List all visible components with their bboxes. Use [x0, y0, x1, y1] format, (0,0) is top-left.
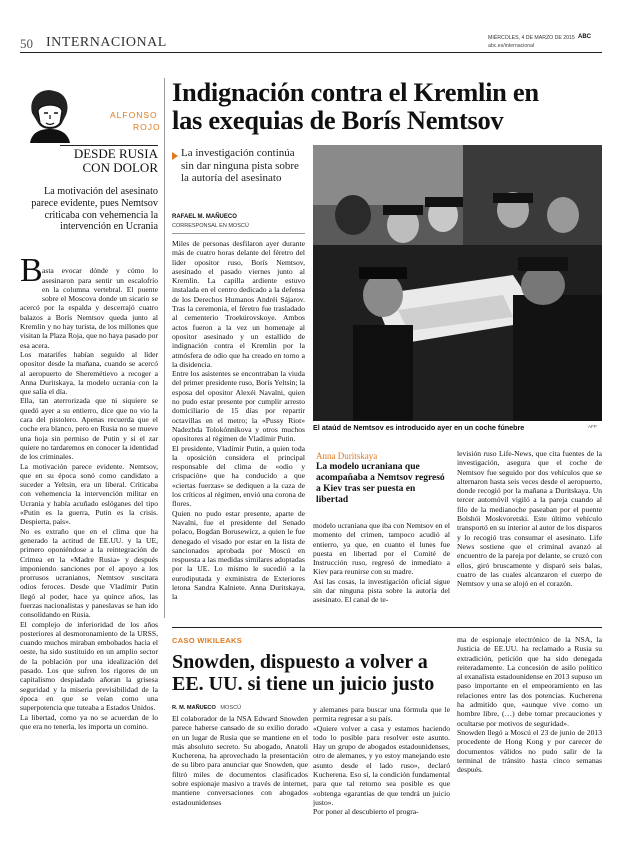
story2-rule	[172, 627, 602, 628]
column-body	[20, 257, 158, 846]
section-title[interactable]: INTERNACIONAL	[46, 35, 167, 50]
photo-caption: El ataúd de Nemtsov es introducido ayer en un coche fúnebre	[313, 423, 525, 432]
bullet-arrow-icon	[172, 152, 178, 160]
main-story-col2: modelo ucraniana que iba con Nemtsov en el momento del crimen, tampoco acudió al entierro, ya que, en cuanto el lunes fue puesta en libertad por el Comité de Instrucción ruso, regresó de inmediato a Kiev para reunirse con su madre. Así las cosas, la investigación oficial sigue sin dar ninguna pista sobre la autoría del asesinato. El canal de te-	[313, 521, 450, 605]
funeral-photo	[313, 145, 602, 421]
inset-name: Anna Duritskaya	[316, 451, 378, 461]
story2-headline-line1: Snowden, dispuesto a volver a	[172, 651, 428, 673]
header-rule	[20, 52, 602, 53]
column-title-line1: DESDE RUSIA	[73, 146, 158, 161]
main-headline-line2: las exequias de Borís Nemtsov	[172, 105, 504, 135]
main-byline-role: CORRESPONSAL EN MOSCÚ	[172, 223, 249, 229]
story2-col3: ma de espionaje electrónico de la NSA, la Justicia de EE.UU. ha reclamado a Rusia su extradición, petición que ha sido denegada reiteradamente. La concesión de asilo político al exanalista estadounidense en 2013 supuso un paso importante en el empeoramiento en las relaciones entre las dos potencias. Kucherena ha admitido que, «aunque vive como un hombre libre, (…) debe tomar precauciones y ocultarse por motivos de seguridad». Snowden llegó a Moscú el 23 de junio de 2013 procedente de Hong Kong y por carecer de documentos válidos no pudo salir de la terminal de tránsito hasta cinco semanas después.	[457, 635, 602, 775]
story2-byline	[172, 705, 241, 711]
main-subhead: La investigación continúa sin dar ninguna pista sobre la autoría del asesinato	[181, 147, 299, 185]
story2-byline-place: MOSCÚ	[220, 705, 242, 711]
main-story-col1: Miles de personas desfilaron ayer durante más de cuatro horas delante del féretro del líder opositor ruso, Borís Nemtsov, asesinado el pasado viernes junto al Kremlin. La capilla ardiente estuvo instalada en el centro dedicado a la defensa de los Derechos Humanos Andréi Sájarov. Tras la ceremonia, el féretro fue trasladado al cementerio Troekúrovskoye. Ambos actos fueron a la vez un homenaje al opositor asesinado y un estallido de indignación contra el Kremlin por la atmósfera de odio que ha creado en torno a la disidencia. Entre los asistentes se encontraban la viuda del primer presidente ruso, Borís Yeltsin; la esposa del opositor Alexéi Navalni, quien no pudo estar presente por cumplir arresto domiciliario de 15 días por repartir octavillas en el metro; la «Pussy Riot» Nadezhda Tolokónnikova y otros muchos opositores al régimen de Vladímir Putin. El presidente, Vladímir Putin, a quien toda la oposición considera el principal responsable del clima de «odio y crispación» que ha conducido a que «ciertas fuerzas» se dediquen a la caza de los críticos al régimen, envió una corona de flores. Quien no pudo estar presente, aparte de Navalni, fue el presidente del Senado polaco, Bogdan Borusewicz, a quien le fue denegado el visado por estar en la lista de sancionados aprobada por Moscú en respuesta a las medidas similares adoptadas por la UE. Lo mismo le sucedió a la eurodiputada y exministra de Exteriores letona Sandra Kalniete. Anna Duritskaya, la	[172, 239, 305, 602]
column-title-line2: CON DOLOR	[82, 160, 158, 175]
column-separator	[164, 78, 165, 618]
brand-label: ABC	[578, 34, 591, 40]
author-last-name: ROJO	[133, 122, 161, 132]
story2-byline-name: R. M. MAÑUECO	[172, 705, 216, 711]
author-first-name: ALFONSO	[110, 110, 158, 120]
drop-cap: B	[20, 252, 43, 289]
story2-headline-line2: EE. UU. si tiene un juicio justo	[172, 673, 435, 695]
story2-col2: y alemanes para buscar una fórmula que le permita regresar a su país. «Quiere volver a casa y estamos haciendo todo lo posible para resolver este asunto. Hay un grupo de abogados estadounidenses, otro de alemanes, y yo estoy manejando este asunto desde el lado ruso», declaró Kucherena. Eso sí, la condición fundamental para que tal retorno sea posible es que «obtenga «garantías de que tendrá un juicio justo». Por poner al descubierto el progra-	[313, 705, 450, 817]
main-story-col3: levisión ruso Life-News, que cita fuentes de la investigación, asegura que el coche de Nemtsov fue seguido por dos vehículos que se alternaron hasta seis veces desde el aeropuerto, donde recogió por la mañana a Duritskaya. Un tercer automóvil vigiló a la pareja cuando al filo de la medianoche paseaban por el puente Bolshói Moskvoretski. Este último vehículo transportó en su interior al autor de los disparos y lo recogió tras consumar el asesinato. Life News sostiene que el criminal avanzó al encuentro de la pareja por delante, se cruzó con ellos, giró bruscamente y disparó seis balas, cuatro de las cuales alcanzaron el cuerpo de Nemtsov y una se alojó en el corazón.	[457, 449, 602, 589]
inset-text: La modelo ucraniana que acompañaba a Nemtsov regresó a Kiev tras ser puesta en libertad	[316, 462, 445, 505]
drop-cap-spacer	[20, 266, 42, 296]
section-url[interactable]: abc.es/internacional	[488, 43, 535, 49]
main-byline: RAFAEL M. MAÑUECO	[172, 214, 237, 220]
photo-credit: AFP	[588, 424, 597, 429]
column-body-text: asta evocar dónde y cómo lo asesinaron para sentir un escalofrío en la columna vertebral. El puente sobre el Moscova donde un sicario se acercó por la espalda y descerrajó cuatro balazos a Borís Nemtsov queda junto al Kremlin y no hay turista, de los millones que visitan la Plaza Roja, que no haya pasado por esa acera. Los matarifes habían seguido al líder opositor desde la mañana, cuando se acercó al aeropuerto de Sheremétievo a recoger a Anna Duritskaya, la modelo ucrania con la que salía el día. Ella, tan aterrorizada que ni siquiere se quedó ayer a su entierro, dice que no vio la cara del pistolero. Apenas recuerda que el coche era blanco, pero en Rusia no se mueve una hoja sin permiso de Putin y si el zar quiere no tardaremos en conocer la identidad de los criminales. La motivación parece evidente. Nemtsov, que en su época sonó como candidato a suceder a Yeltsin, era un liberal. Criticaba con vehemencia la intervención militar en Ucrania y había acuñado eslóganes del tipo «Putin es la guerra, Putin es la crisis. Despierta, país». No es extraño que en el clima que ha generado la actitud de EE.UU. y la UE, primero oponiéndose a la reintegración de Crimea en la «Madre Rusia» y después imponiendo sanciones por el apoyo a los prorrusos ucranianos, Nemtsov suscitara odios feroces. Desde que Vladímir Putin llegó al poder, hace ya quince años, las fuerzas nacionalistas y paneslavas se han ido consolidando en Rusia. El complejo de inferioridad de los años posteriores al desmoronamiento de la URSS, cuando muchos miraban embobados hacia el oeste, ha sido sustituido en un amplio sector de la población por una idealización del pasado. Los que sufren los rigores de un capitalismo despiadado añoran la grisesa seguridad y la miseria previsibilidad de la época en que se veían como una superpotencia que tuteaba a Estados Unidos. La libertad, como ya no se acuerdan de lo que era no tenerla, les importa un comino.	[20, 266, 158, 731]
column-deck: La motivación del asesinato parece evidente, pues Nemtsov criticaba con vehemencia la intervención en Ucrania	[31, 186, 158, 233]
author-portrait	[22, 83, 78, 143]
issue-date: MIÉRCOLES, 4 DE MARZO DE 2015	[488, 35, 575, 41]
story2-kicker[interactable]: CASO WIKILEAKS	[172, 636, 243, 645]
byline-rule	[172, 233, 305, 234]
main-headline-line1: Indignación contra el Kremlin en	[172, 77, 539, 107]
page-number: 50	[20, 36, 33, 51]
story2-col1: El colaborador de la NSA Edward Snowden parece haberse cansado de su exilio dorado en un lugar de Rusia que se mantiene en el más absoluto secreto. Su abogado, Anatoli Kucherena, ha aprovechado la presentación de su libro para anunciar que Snowden, que filtró miles de documentos clasificados sobre espionaje masivo a través de internet, mantiene conversaciones con abogados estadounidenses	[172, 714, 308, 807]
